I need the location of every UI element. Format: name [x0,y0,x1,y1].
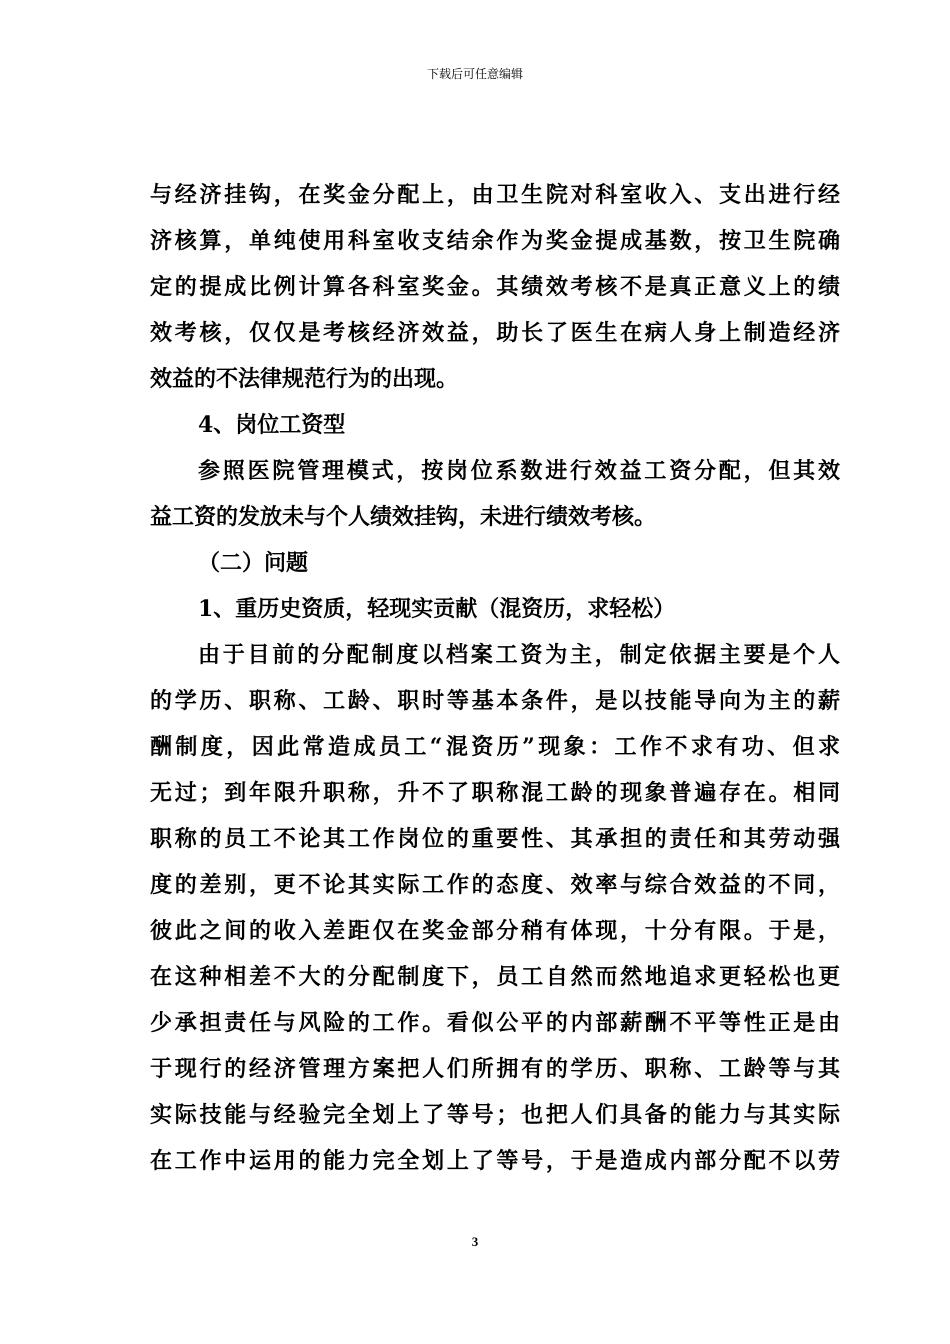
body-line: 在这种相差不大的分配制度下，员工自然而然地追求更轻松也更 [150,964,840,990]
body-line: 少承担责任与风险的工作。看似公平的内部薪酬不平等性正是由 [150,1010,840,1036]
section-heading: 1、重历史资质，轻现实贡献（混资历，求轻松） [198,596,676,622]
body-line: 酬制度，因此常造成员工“混资历”现象：工作不求有功、但求 [150,734,840,760]
body-line: 与经济挂钩，在奖金分配上，由卫生院对科室收入、支出进行经 [150,182,840,208]
page-number: 3 [471,1234,479,1249]
body-line: 实际技能与经验完全划上了等号；也把人们具备的能力与其实际 [150,1102,840,1128]
page-header: 下载后可任意编辑 [426,67,523,81]
body-line: 在工作中运用的能力完全划上了等号，于是造成内部分配不以劳 [150,1148,840,1174]
body-line: 定的提成比例计算各科室奖金。其绩效考核不是真正意义上的绩 [150,274,840,300]
body-line: 职称的员工不论其工作岗位的重要性、其承担的责任和其劳动强 [150,826,840,852]
body-line: 彼此之间的收入差距仅在奖金部分稍有体现，十分有限。于是， [150,918,840,944]
body-line: 的学历、职称、工龄、职时等基本条件，是以技能导向为主的薪 [150,688,840,714]
body-line: 于现行的经济管理方案把人们所拥有的学历、职称、工龄等与其 [150,1056,840,1082]
body-line: 参照医院管理模式，按岗位系数进行效益工资分配，但其效 [198,458,840,484]
body-line: 济核算，单纯使用科室收支结余作为奖金提成基数，按卫生院确 [150,228,840,254]
body-line: 效考核，仅仅是考核经济效益，助长了医生在病人身上制造经济 [150,320,840,346]
body-line: 无过；到年限升职称，升不了职称混工龄的现象普遍存在。相同 [150,780,840,806]
body-line: 度的差别，更不论其实际工作的态度、效率与综合效益的不同， [150,872,840,898]
section-heading: （二）问题 [198,550,309,576]
body-line: 效益的不法律规范行为的出现。 [150,366,459,392]
section-heading: 4、岗位工资型 [198,412,346,438]
body-line: 益工资的发放未与个人绩效挂钩，未进行绩效考核。 [150,504,657,530]
body-line: 由于目前的分配制度以档案工资为主，制定依据主要是个人 [198,642,840,668]
